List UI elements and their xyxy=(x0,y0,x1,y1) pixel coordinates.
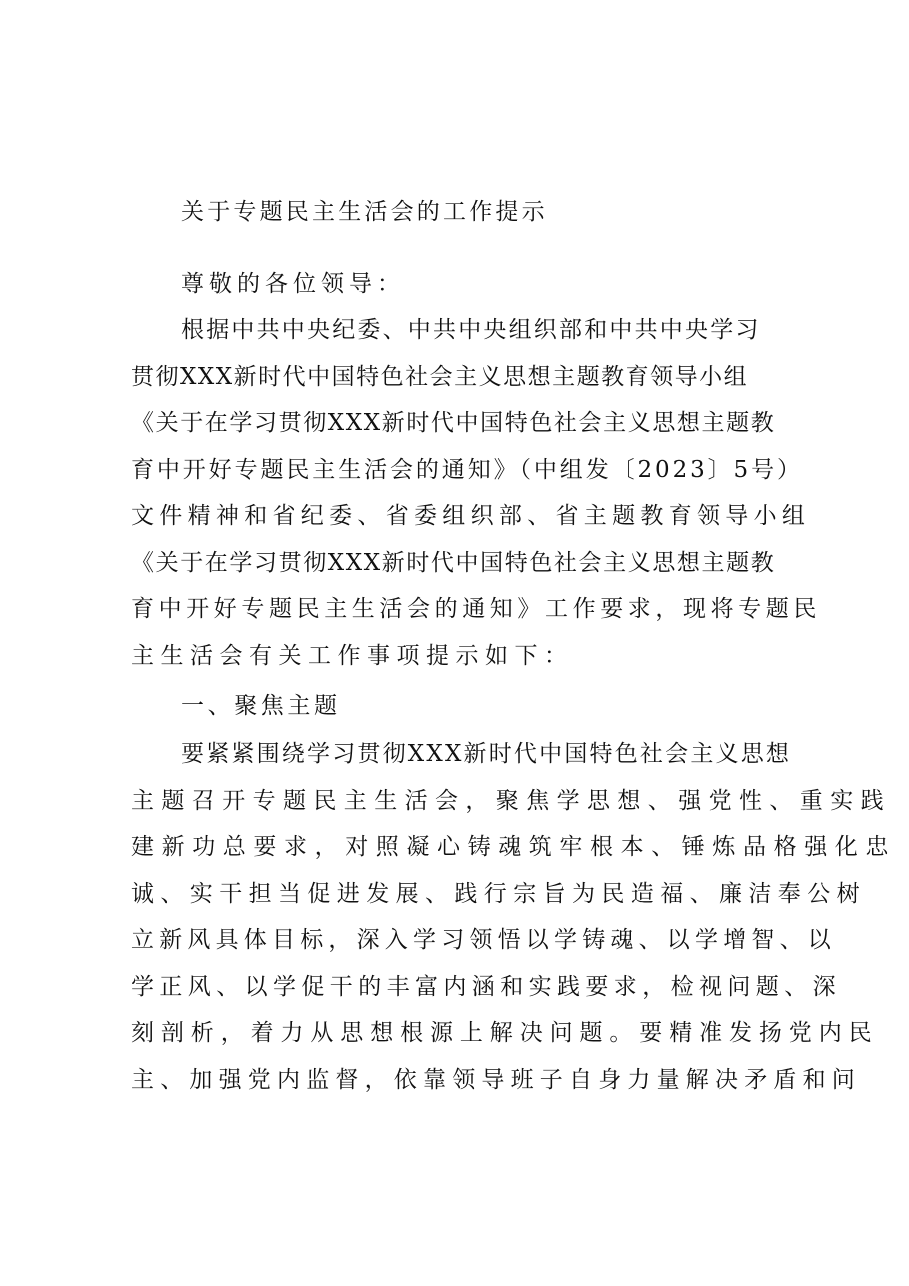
paragraph-1 xyxy=(131,307,821,679)
section-heading xyxy=(131,683,811,730)
paragraph-line: 育中开好专题民主生活会的通知》（中组发〔2023〕5号） xyxy=(131,456,803,483)
paragraph-line: 建新功总要求，对照凝心铸魂筑牢根本、锤炼品格强化忠 xyxy=(131,834,896,860)
paragraph-line: 要紧紧围绕学习贯彻XXX新时代中国特色社会主义思想 xyxy=(181,741,792,767)
section-heading-text: 一、聚焦主题 xyxy=(181,693,341,719)
paragraph-line: 主生活会有关工作事项提示如下： xyxy=(131,642,574,669)
paragraph-line: 育中开好专题民主生活会的通知》工作要求，现将专题民 xyxy=(131,596,821,622)
paragraph-line: 根据中共中央纪委、中共中央组织部和中共中央学习 xyxy=(181,317,761,343)
paragraph-line: 诚、实干担当促进发展、践行宗旨为民造福、廉洁奉公树 xyxy=(131,880,866,907)
paragraph-2 xyxy=(131,731,896,1103)
paragraph-line: 《关于在学习贯彻XXX新时代中国特色社会主义思想主题教 xyxy=(131,410,776,436)
paragraph-line: 主、加强党内监督，依靠领导班子自身力量解决矛盾和问 xyxy=(131,1066,861,1093)
paragraph-line: 《关于在学习贯彻XXX新时代中国特色社会主义思想主题教 xyxy=(131,549,776,576)
paragraph-line: 贯彻XXX新时代中国特色社会主义思想主题教育领导小组 xyxy=(131,363,749,390)
paragraph-line: 立新风具体目标，深入学习领悟以学铸魂、以学增智、以 xyxy=(131,927,836,953)
paragraph-line: 文件精神和省纪委、省委组织部、省主题教育领导小组 xyxy=(131,503,811,529)
paragraph-line: 刻剖析，着力从思想根源上解决问题。要精准发扬党内民 xyxy=(131,1020,879,1046)
paragraph-line: 学正风、以学促干的丰富内涵和实践要求，检视问题、深 xyxy=(131,973,841,1000)
document-title: 关于专题民主生活会的工作提示 xyxy=(181,199,548,225)
salutation: 尊敬的各位领导： xyxy=(181,271,405,297)
paragraph-line: 主题召开专题民主生活会，聚焦学思想、强党性、重实践 xyxy=(131,787,891,814)
